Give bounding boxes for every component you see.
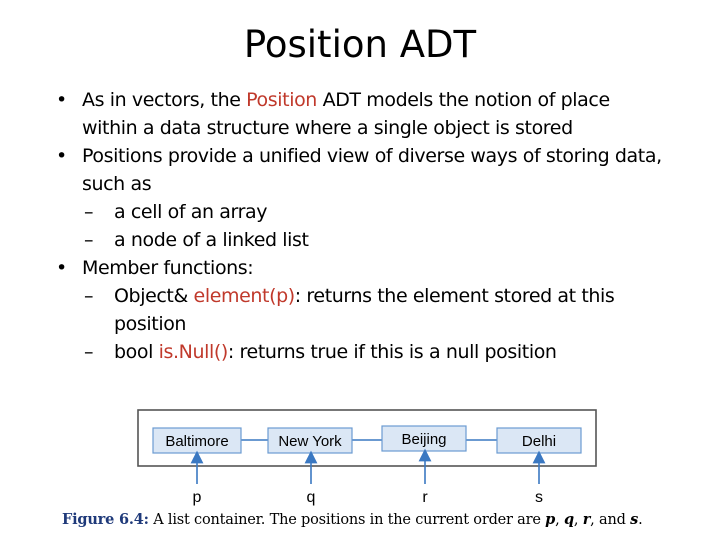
position-label-r: r <box>422 489 428 506</box>
position-highlight: Position <box>246 89 317 111</box>
bullet-dash: – <box>84 285 94 307</box>
caption-var-s: s <box>630 511 639 528</box>
sub-bullet-text: a node of a linked list <box>114 229 309 251</box>
caption-var-r: r <box>582 511 591 528</box>
sub-bullet-text: a cell of an array <box>114 201 268 223</box>
bullet-text: Member functions: <box>82 257 254 279</box>
bullet-dash: – <box>84 229 94 251</box>
node-delhi <box>497 428 581 453</box>
isnull-function-highlight: is.Null() <box>158 341 228 363</box>
sub-bullet-text: : returns true if this is a null position <box>227 341 557 363</box>
position-label-s: s <box>535 489 543 506</box>
bullet-dot: • <box>56 145 67 167</box>
figure-number: Figure 6.4: <box>62 511 149 528</box>
figure-caption: Figure 6.4: A list container. The positions in the current order are p, q, r, and s. <box>62 511 643 528</box>
bullet-dot: • <box>56 257 67 279</box>
sub-bullet-text: : returns the element stored at this position <box>114 285 615 335</box>
bullet-dot: • <box>56 89 67 111</box>
bullet-dash: – <box>84 201 94 223</box>
node-label: New York <box>278 433 342 450</box>
caption-and: and <box>599 512 626 528</box>
node-new-york <box>268 428 352 453</box>
caption-end: . <box>638 512 643 528</box>
node-label: Delhi <box>521 433 557 450</box>
node-label: Beijing <box>401 431 447 448</box>
caption-var-p: p <box>545 511 556 528</box>
node-beijing <box>382 426 466 451</box>
position-label-q: q <box>306 489 316 506</box>
node-baltimore <box>153 428 241 453</box>
caption-var-q: q <box>563 511 574 528</box>
bullet-dash: – <box>84 341 94 363</box>
bullet-text: As in vectors, the <box>82 89 247 111</box>
element-function-highlight: element(p) <box>193 285 295 307</box>
sub-bullet-text: bool <box>114 341 159 363</box>
slide-title: Position ADT <box>243 23 477 66</box>
caption-text: A list container. The positions in the current order are <box>153 512 541 528</box>
sub-bullet-text: Object& <box>114 285 194 307</box>
bullet-text: ADT models the notion of place within a data structure where a single object is stored <box>82 89 610 139</box>
position-label-p: p <box>192 489 202 506</box>
bullet-text: Positions provide a unified view of diverse ways of storing data, such as <box>82 145 662 195</box>
node-label: Baltimore <box>165 433 229 450</box>
